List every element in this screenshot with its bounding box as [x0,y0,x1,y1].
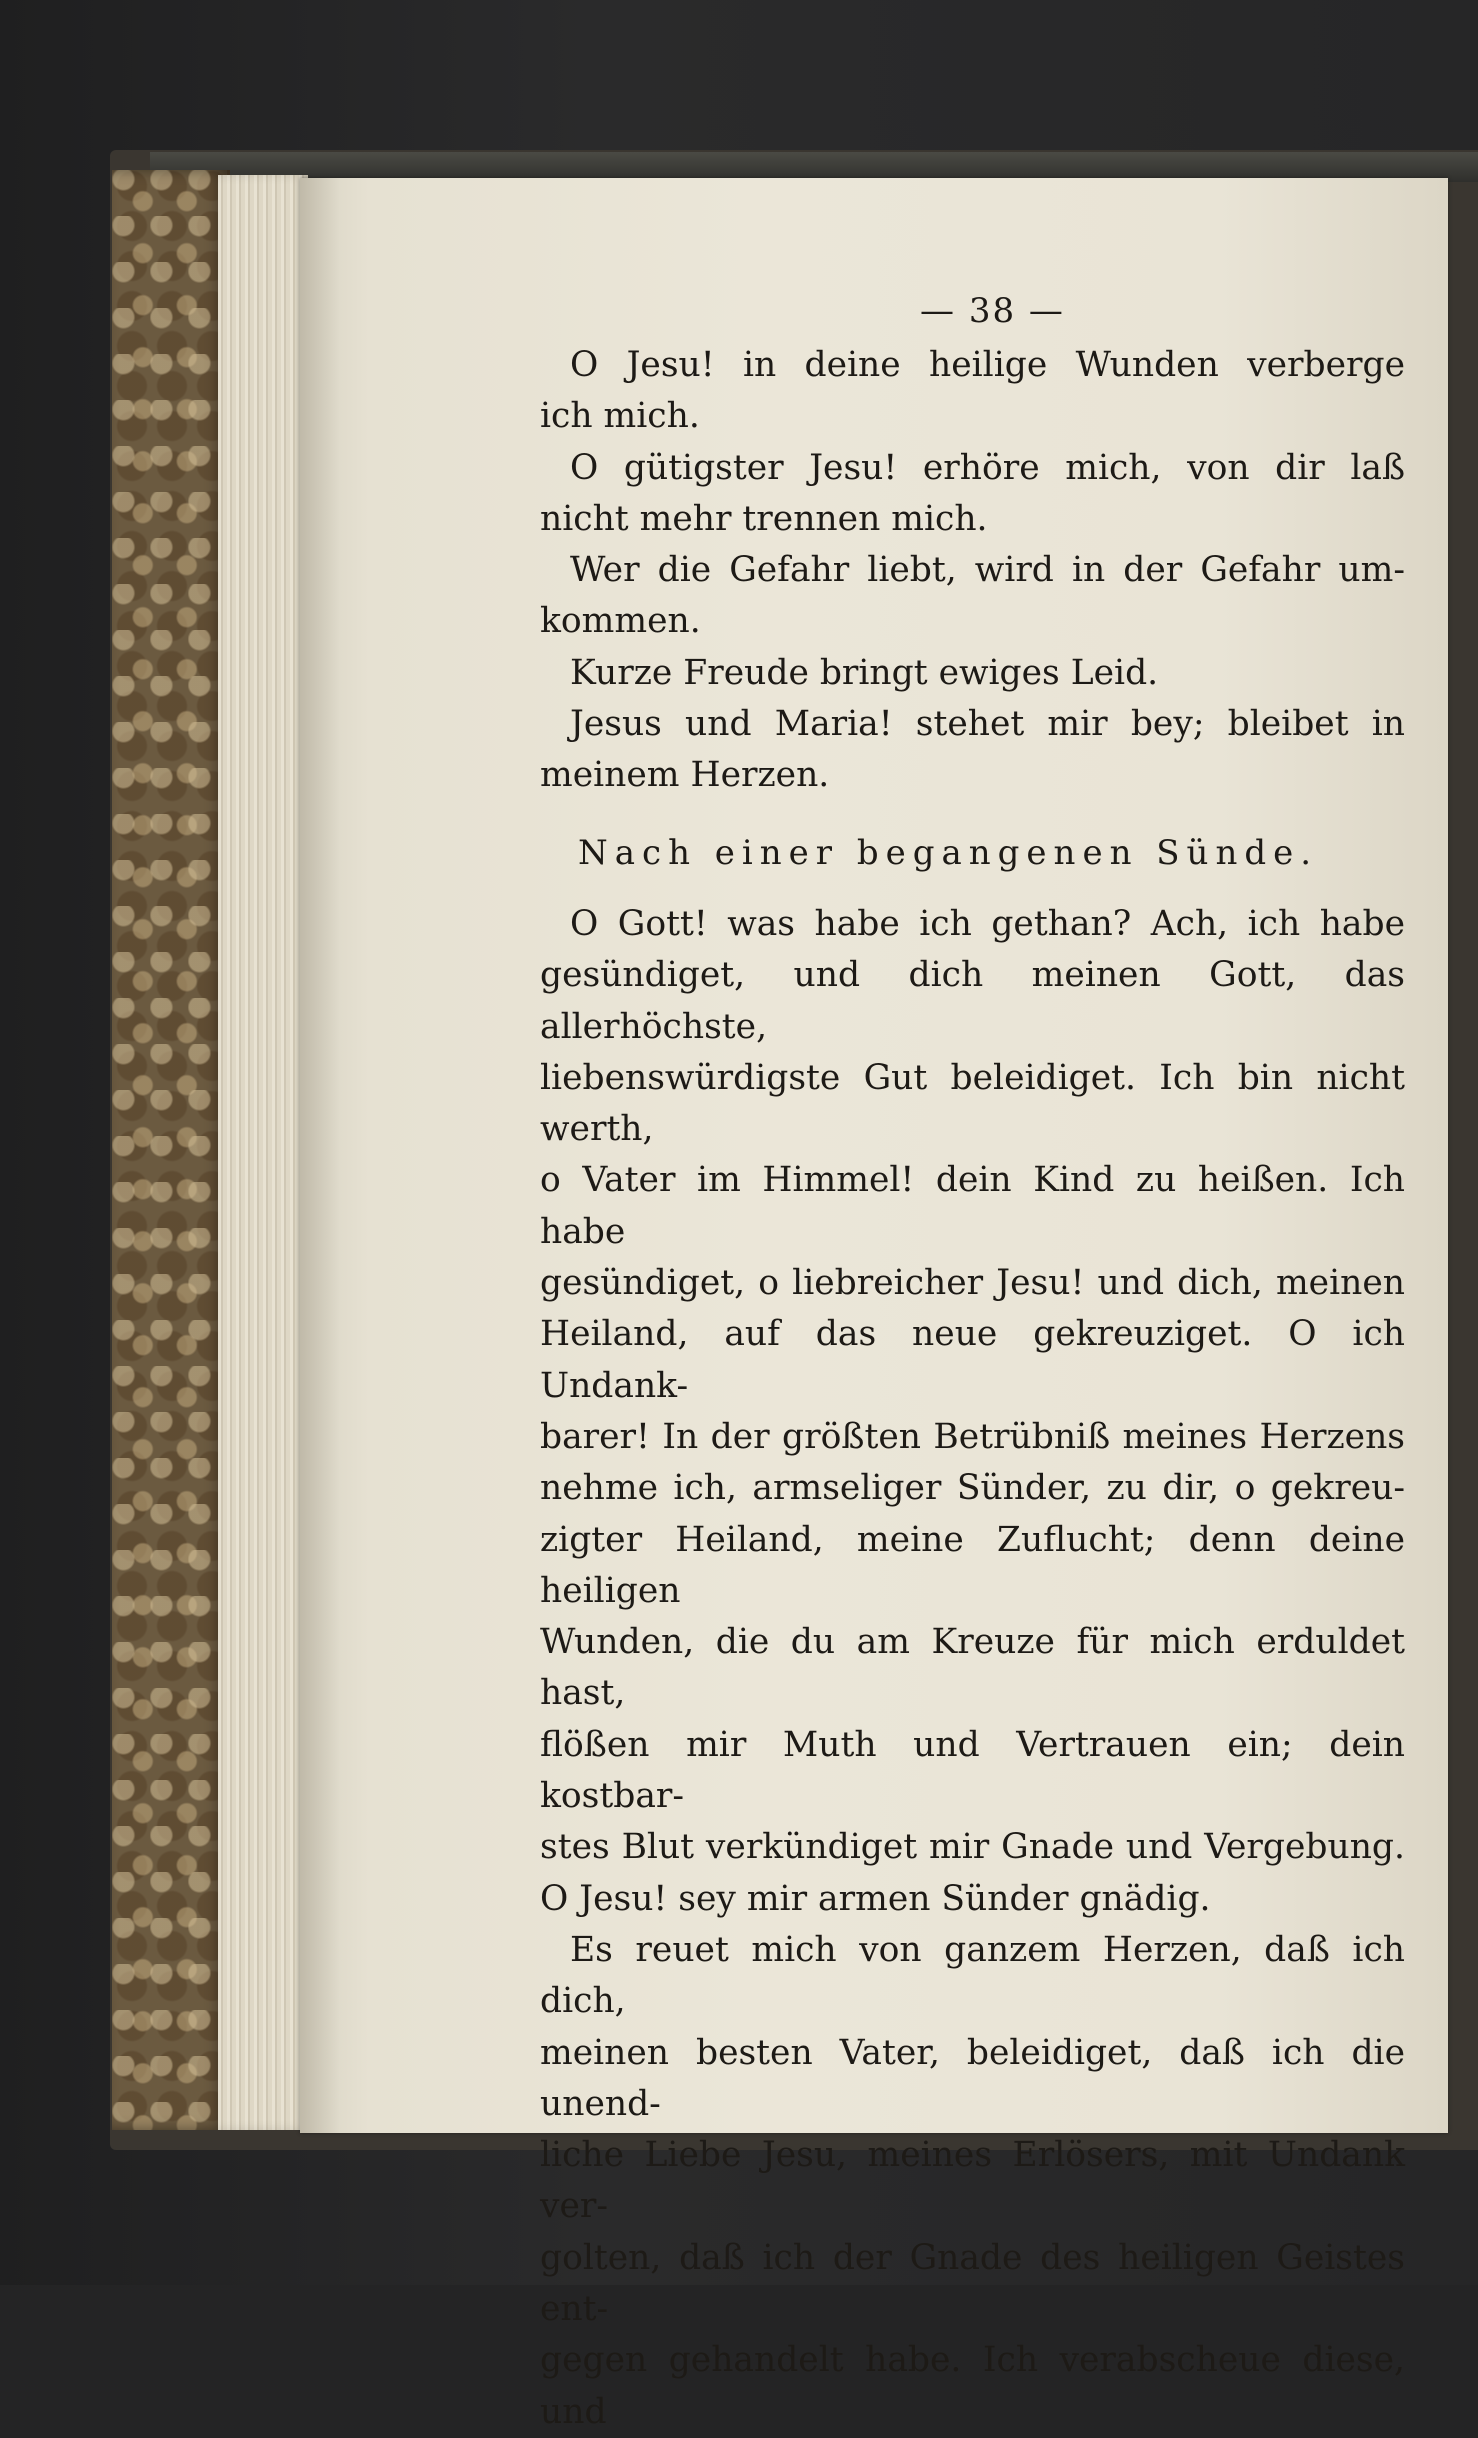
prayer-paragraph-2 [540,1925,1405,2438]
text-line: O Jesu! sey mir armen Sünder gnädig. [540,1878,1211,1919]
section-heading: Nach einer begangenen Sünde. [578,832,1319,873]
short-prayers [540,340,1405,802]
text-line: stes Blut verkündiget mir Gnade und Vergebung. [540,1827,1405,1868]
prayer-paragraph-1 [540,899,1405,1925]
text-line: kommen. [540,601,701,642]
text-line: zigter Heiland, meine Zuflucht; denn deine heiligen [540,1519,1405,1611]
text-line: Jesus und Maria! stehet mir bey; bleibet in [570,704,1405,745]
text-line: meinem Herzen. [540,755,830,796]
page-edges [218,175,308,2130]
page-number: — 38 — [920,291,1065,331]
text-line: flößen mir Muth und Vertrauen ein; dein kostbar- [540,1724,1405,1817]
text-line: O Gott! was habe ich gethan? Ach, ich habe [570,903,1405,944]
text-line: gesündiget, o liebreicher Jesu! und dich, meinen [540,1263,1405,1304]
text-line: Es reuet mich von ganzem Herzen, daß ich dich, [540,1929,1405,2022]
text-line: meinen besten Vater, beleidiget, daß ich die unend- [540,2032,1405,2124]
page-text [540,282,1405,2438]
text-line: liche Liebe Jesu, meines Erlösers, mit Undank ver- [540,2135,1405,2227]
gutter-shadow [300,178,340,2133]
text-line: o Vater im Himmel! dein Kind zu heißen. Ich habe [540,1160,1405,1252]
text-line: ich mich. [540,396,700,437]
text-line: liebenswürdigste Gut beleidiget. Ich bin nicht werth, [540,1057,1405,1150]
text-line: nehme ich, armseliger Sünder, zu dir, o gekreu- [540,1468,1405,1509]
text-line: Heiland, auf das neue gekreuziget. O ich Undank- [540,1314,1405,1406]
text-line: O Jesu! in deine heilige Wunden verberge [570,345,1405,385]
text-line: O gütigster Jesu! erhöre mich, von dir laß [570,447,1405,488]
text-line: Wunden, die du am Kreuze für mich erduldet hast, [540,1622,1405,1714]
text-line: gegen gehandelt habe. Ich verabscheue diese, und [540,2340,1405,2432]
text-line: golten, daß ich der Gnade des heiligen Geistes ent- [540,2237,1405,2329]
marbled-endpaper [112,170,230,2130]
text-line: Wer die Gefahr liebt, wird in der Gefahr um- [570,550,1405,591]
text-line: gesündiget, und dich meinen Gott, das allerhöchste, [540,955,1405,1047]
text-line: barer! In der größten Betrübniß meines Herzens [540,1416,1405,1457]
text-line: Kurze Freude bringt ewiges Leid. [570,652,1159,693]
text-line: nicht mehr trennen mich. [540,498,988,539]
